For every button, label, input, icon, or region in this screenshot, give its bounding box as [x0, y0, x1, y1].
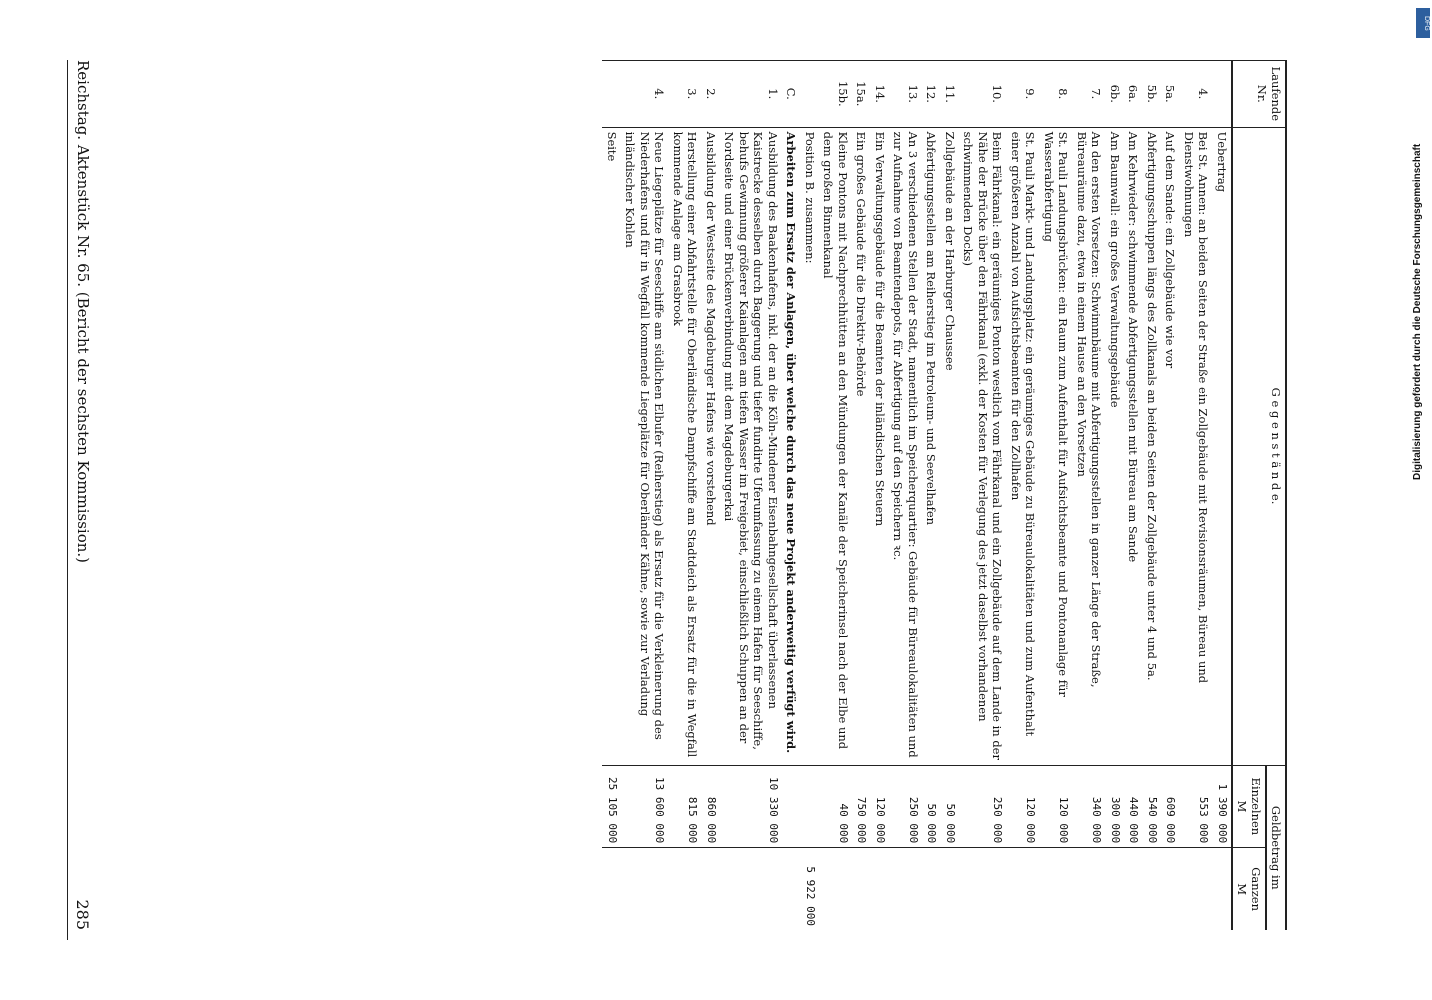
- table-row: [1124, 61, 1143, 931]
- table-row: [782, 61, 801, 931]
- row-single-amount: 553 000: [1180, 765, 1213, 848]
- table-row: [621, 61, 669, 931]
- col-number-header: Laufende Nr.: [1232, 61, 1286, 128]
- budget-table: [603, 60, 1288, 930]
- row-description: An 3 verschiedenen Stellen der Stadt, namentlich im Speicherquartier: Gebäude für Büreaulokalitäten und zur Aufnahme von Beamtendepots, für Abfertigung auf den Speichern ꝛc.: [889, 127, 922, 765]
- table-row: [720, 61, 782, 931]
- row-number: 11.: [941, 61, 960, 128]
- row-single-amount: 1 390 000: [1213, 765, 1233, 848]
- row-total-amount: 5 922 000: [801, 848, 820, 930]
- header-rule: [67, 60, 68, 940]
- row-description: Uebertrag: [1213, 127, 1233, 765]
- row-description: Seite: [603, 127, 622, 765]
- row-description: Position B. zusammen:: [801, 127, 820, 765]
- row-total-amount: [889, 848, 922, 930]
- row-total-amount: [852, 848, 871, 930]
- credit-text: Digitalisierung gefördert durch die Deutsche Forschungsgemeinschaft: [1412, 143, 1423, 480]
- row-single-amount: 13 600 000: [621, 765, 669, 848]
- row-single-amount: [782, 765, 801, 848]
- row-single-amount: 120 000: [1040, 765, 1073, 848]
- row-total-amount: [1007, 848, 1040, 930]
- row-number: C.: [782, 61, 801, 128]
- row-number: 15a.: [852, 61, 871, 128]
- row-total-amount: [819, 848, 852, 930]
- table-row: [852, 61, 871, 931]
- row-description: Abfertigungsstellen am Reiherstieg im Petroleum- und Seevelhafen: [922, 127, 941, 765]
- table-row: [922, 61, 941, 931]
- row-number: 5b.: [1143, 61, 1162, 128]
- row-single-amount: 540 000: [1143, 765, 1162, 848]
- row-number: 12.: [922, 61, 941, 128]
- page-header: [62, 60, 92, 940]
- row-number: 1.: [720, 61, 782, 128]
- row-description: Ausbildung des Baakenhafens, inkl. der an die Köln-Mindener Eisenbahngesellschaft überlassenen Kaistrecke desselben durch Baggerung und tiefer fundirte Uferumfassung zu einem Hafen für Seeschiffe, behufs Gewinnung größerer Kaianlagen am tiefen Wasser im Freigebiet, einschließlich Schuppen an der Nordseite und einer Brückenverbindung mit dem Magdeburgerkai: [720, 127, 782, 765]
- row-total-amount: [1213, 848, 1233, 930]
- row-single-amount: 120 000: [871, 765, 890, 848]
- row-number: 8.: [1040, 61, 1073, 128]
- table-row: [1040, 61, 1073, 931]
- row-number: [1213, 61, 1233, 128]
- row-number: 10.: [959, 61, 1007, 128]
- row-description: Ausbildung der Westseite des Magdeburger Hafens wie vorstehend: [702, 127, 721, 765]
- row-description: Auf dem Sande: ein Zollgebäude wie vor: [1161, 127, 1180, 765]
- row-number: 15b.: [819, 61, 852, 128]
- row-number: 6b.: [1106, 61, 1125, 128]
- row-single-amount: 10 330 000: [720, 765, 782, 848]
- row-number: 5a.: [1161, 61, 1180, 128]
- row-number: [603, 61, 622, 128]
- row-single-amount: 50 000: [941, 765, 960, 848]
- row-single-amount: 440 000: [1124, 765, 1143, 848]
- row-single-amount: 50 000: [922, 765, 941, 848]
- row-number: 6a.: [1124, 61, 1143, 128]
- header-title: Reichstag. Aktenstück Nr. 65. (Bericht der sechsten Kommission.): [74, 60, 92, 564]
- table-row: [1213, 61, 1233, 931]
- table-row: [871, 61, 890, 931]
- row-description: Kleine Pontons mit Nachprechhütten an den Mündungen der Kanäle der Speicherinsel nach der Elbe und dem großen Binnenkanal: [819, 127, 852, 765]
- row-single-amount: 40 000: [819, 765, 852, 848]
- row-total-amount: [1040, 848, 1073, 930]
- table-row: [603, 61, 622, 931]
- row-total-amount: [1180, 848, 1213, 930]
- row-single-amount: 120 000: [1007, 765, 1040, 848]
- row-total-amount: [1161, 848, 1180, 930]
- row-total-amount: [959, 848, 1007, 930]
- row-description: Arbeiten zum Ersatz der Anlagen, über welche durch das neue Projekt anderweitig verfügt wird.: [782, 127, 801, 765]
- digitization-credit: [1408, 10, 1430, 490]
- table-row: [702, 61, 721, 931]
- table-row: [1073, 61, 1106, 931]
- row-description: Beim Fährkanal: ein geräumiges Ponton westlich vom Fährkanal und ein Zollgebäude auf dem Lande in der Nähe der Brücke über den Fährkanal (exkl. der Kosten für Verlegung des jetzt daselbst vorhandenen schwimmenden Docks): [959, 127, 1007, 765]
- row-single-amount: 25 105 000: [603, 765, 622, 848]
- row-description: Herstellung einer Abfahrtstelle für Oberländische Dampfschiffe am Stadtdeich als Ersatz für die in Wegfall kommende Anlage am Grasbrook: [669, 127, 702, 765]
- row-description: Am Baumwall: ein großes Verwaltungsgebäude: [1106, 127, 1125, 765]
- row-total-amount: [621, 848, 669, 930]
- row-total-amount: [1143, 848, 1162, 930]
- page-number: 285: [73, 899, 92, 930]
- table-row: [1007, 61, 1040, 931]
- table-row: [819, 61, 852, 931]
- table-body: [603, 61, 1233, 931]
- row-number: 2.: [702, 61, 721, 128]
- row-description: Zollgebäude an der Harburger Chaussee: [941, 127, 960, 765]
- row-total-amount: [1124, 848, 1143, 930]
- row-description: Ein Verwaltungsgebäude für die Beamten der inländischen Steuern: [871, 127, 890, 765]
- table-row: [1106, 61, 1125, 931]
- row-description: An den ersten Vorsetzen: Schwimmbäume mit Abfertigungsstellen in ganzer Länge der Straße, Büreauräume dazu, etwa in einem Hause an den Vorsetzen: [1073, 127, 1106, 765]
- row-single-amount: 860 000: [702, 765, 721, 848]
- table-row: [801, 61, 820, 931]
- row-number: 14.: [871, 61, 890, 128]
- row-total-amount: [1106, 848, 1125, 930]
- dfg-logo: DFG: [1416, 8, 1430, 38]
- row-single-amount: [801, 765, 820, 848]
- table-row: [1161, 61, 1180, 931]
- row-total-amount: [669, 848, 702, 930]
- row-description: St. Pauli Markt- und Landungsplatz: ein geräumiges Gebäude zu Büreaulokalitäten und zum Aufenthalt einer größeren Anzahl von Aufsichtsbeamten für den Zollhafen: [1007, 127, 1040, 765]
- table-row: [669, 61, 702, 931]
- row-total-amount: [702, 848, 721, 930]
- col-single-header: Einzelnen M: [1232, 765, 1266, 848]
- table-row: [889, 61, 922, 931]
- col-subject-header: G e g e n s t ä n d e.: [1232, 127, 1286, 765]
- row-description: Bei St. Annen: an beiden Seiten der Straße ein Zollgebäude mit Revisionsräumen, Büreau und Dienstwohnungen: [1180, 127, 1213, 765]
- row-description: Am Kehrwieder: schwimmende Abfertigungsstellen mit Büreau am Sande: [1124, 127, 1143, 765]
- table-row: [959, 61, 1007, 931]
- col-total-header: Ganzen M: [1232, 848, 1266, 930]
- table-row: [1180, 61, 1213, 931]
- row-total-amount: [1073, 848, 1106, 930]
- row-total-amount: [941, 848, 960, 930]
- row-single-amount: 300 000: [1106, 765, 1125, 848]
- row-single-amount: 609 000: [1161, 765, 1180, 848]
- table-row: [1143, 61, 1162, 931]
- row-total-amount: [603, 848, 622, 930]
- row-number: 4.: [1180, 61, 1213, 128]
- row-number: [801, 61, 820, 128]
- row-total-amount: [871, 848, 890, 930]
- row-total-amount: [720, 848, 782, 930]
- row-number: 9.: [1007, 61, 1040, 128]
- row-single-amount: 340 000: [1073, 765, 1106, 848]
- row-single-amount: 250 000: [959, 765, 1007, 848]
- row-number: 3.: [669, 61, 702, 128]
- row-total-amount: [922, 848, 941, 930]
- row-number: 7.: [1073, 61, 1106, 128]
- row-number: 13.: [889, 61, 922, 128]
- row-single-amount: 815 000: [669, 765, 702, 848]
- row-description: St. Pauli Landungsbrücken: ein Raum zum Aufenthalt für Aufsichtsbeamte und Pontonanlage für Wasserabfertigung: [1040, 127, 1073, 765]
- row-description: Abfertigungsschuppen längs des Zollkanals an beiden Seiten der Zollgebäude unter 4 und 5a.: [1143, 127, 1162, 765]
- row-number: 4.: [621, 61, 669, 128]
- table-row: [941, 61, 960, 931]
- row-description: Ein großes Gebäude für die Direktiv-Behörde: [852, 127, 871, 765]
- row-single-amount: 750 000: [852, 765, 871, 848]
- row-single-amount: 250 000: [889, 765, 922, 848]
- row-total-amount: [782, 848, 801, 930]
- row-description: Neue Liegeplätze für Seeschiffe am südlichen Elbufer (Reiherstieg) als Ersatz für die Verkleinerung des Niederhafens und für in Wegfall kommende Liegeplätze für Oberländer Kähne, sowie zur Verladung inländischer Kohlen: [621, 127, 669, 765]
- col-amount-header: Geldbetrag im: [1266, 765, 1286, 930]
